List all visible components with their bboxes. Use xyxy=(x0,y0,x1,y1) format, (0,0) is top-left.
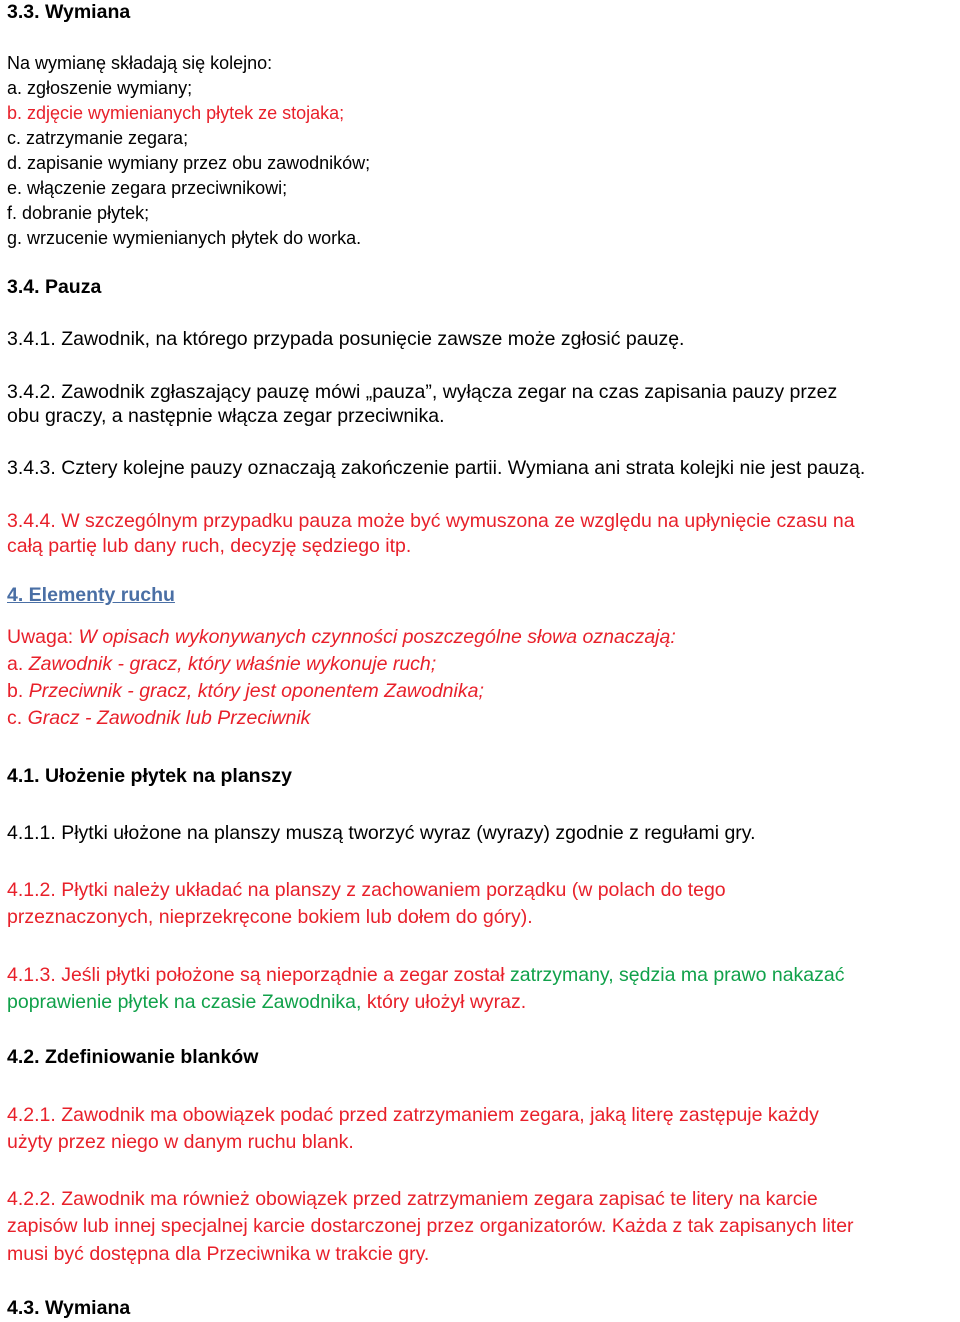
section-heading-4-3: 4.3. Wymiana xyxy=(7,1297,131,1319)
exchange-item-e: e. włączenie zegara przeciwnikowi; xyxy=(7,178,288,198)
rule-4-1-2-line2: przeznaczonych, nieprzekręcone bokiem lub dołem do góry). xyxy=(7,906,533,928)
rule-4-1-3-line1 xyxy=(7,963,845,987)
rule-3-4-1: 3.4.1. Zawodnik, na którego przypada posunięcie zawsze może zgłosić pauzę. xyxy=(7,328,685,350)
rule-3-4-3: 3.4.3. Cztery kolejne pauzy oznaczają zakończenie partii. Wymiana ani strata kolejki nie jest pauzą. xyxy=(7,457,866,479)
rule-4-1-3-green-part: zatrzymany, sędzia ma prawo nakazać xyxy=(509,964,845,986)
rule-4-2-1-line1: 4.2.1. Zawodnik ma obowiązek podać przed zatrzymaniem zegara, jaką literę zastępuje każdy xyxy=(7,1104,819,1126)
section-heading-4: 4. Elementy ruchu xyxy=(7,584,175,606)
rule-3-4-2-line2: obu graczy, a następnie włącza zegar przeciwnika. xyxy=(7,405,445,427)
section-heading-3-4: 3.4. Pauza xyxy=(7,276,102,298)
exchange-item-g: g. wrzucenie wymienianych płytek do worka. xyxy=(7,228,362,248)
rule-4-1-3-line2 xyxy=(7,990,526,1014)
rule-4-2-1-line2: użyty przez niego w danym ruchu blank. xyxy=(7,1131,354,1153)
rule-3-4-4-line1: 3.4.4. W szczególnym przypadku pauza może być wymuszona ze względu na upłynięcie czasu na xyxy=(7,510,855,532)
definition-prefix: a. xyxy=(7,653,29,675)
definition-text: Zawodnik - gracz, który właśnie wykonuje ruch; xyxy=(28,653,437,675)
definition-c xyxy=(7,706,310,730)
note-label: Uwaga: xyxy=(7,626,79,648)
definition-prefix: c. xyxy=(7,707,28,729)
rule-3-4-4-line2: całą partię lub dany ruch, decyzję sędziego itp. xyxy=(7,535,412,557)
definition-b xyxy=(7,679,484,703)
rule-4-1-2-line1: 4.1.2. Płytki należy układać na planszy z zachowaniem porządku (w polach do tego xyxy=(7,879,726,901)
exchange-item-c: c. zatrzymanie zegara; xyxy=(7,128,189,148)
definition-text: Przeciwnik - gracz, który jest oponentem Zawodnika; xyxy=(28,680,484,702)
exchange-item-f: f. dobranie płytek; xyxy=(7,203,150,223)
note-text: W opisach wykonywanych czynności poszczególne słowa oznaczają: xyxy=(78,626,676,648)
exchange-intro: Na wymianę składają się kolejno: xyxy=(7,53,273,73)
note-line xyxy=(7,625,676,649)
exchange-item-a: a. zgłoszenie wymiany; xyxy=(7,78,193,98)
section-heading-4-2: 4.2. Zdefiniowanie blanków xyxy=(7,1046,259,1068)
definition-a xyxy=(7,652,436,676)
rule-4-2-2-line2: zapisów lub innej specjalnej karcie dostarczonej przez organizatorów. Każda z tak zapisanych liter xyxy=(7,1215,854,1237)
rule-4-1-3-green-part: poprawienie płytek na czasie Zawodnika, xyxy=(7,991,362,1013)
rule-4-1-3-red-part: który ułożył wyraz. xyxy=(361,991,527,1013)
section-heading-3-3: 3.3. Wymiana xyxy=(7,1,131,23)
exchange-item-b: b. zdjęcie wymienianych płytek ze stojaka; xyxy=(7,103,345,123)
rule-4-2-2-line3: musi być dostępna dla Przeciwnika w trakcie gry. xyxy=(7,1243,430,1265)
rule-4-2-2-line1: 4.2.2. Zawodnik ma również obowiązek przed zatrzymaniem zegara zapisać te litery na karcie xyxy=(7,1188,818,1210)
definition-text: Gracz - Zawodnik lub Przeciwnik xyxy=(27,707,311,729)
section-heading-4-1: 4.1. Ułożenie płytek na planszy xyxy=(7,765,293,787)
definition-prefix: b. xyxy=(7,680,29,702)
rule-4-1-1: 4.1.1. Płytki ułożone na planszy muszą tworzyć wyraz (wyrazy) zgodnie z regułami gry. xyxy=(7,822,756,844)
rule-3-4-2-line1: 3.4.2. Zawodnik zgłaszający pauzę mówi „pauza”, wyłącza zegar na czas zapisania pauzy przez xyxy=(7,381,838,403)
exchange-item-d: d. zapisanie wymiany przez obu zawodników; xyxy=(7,153,371,173)
rule-4-1-3-red-part: 4.1.3. Jeśli płytki położone są nieporządnie a zegar został xyxy=(7,964,510,986)
